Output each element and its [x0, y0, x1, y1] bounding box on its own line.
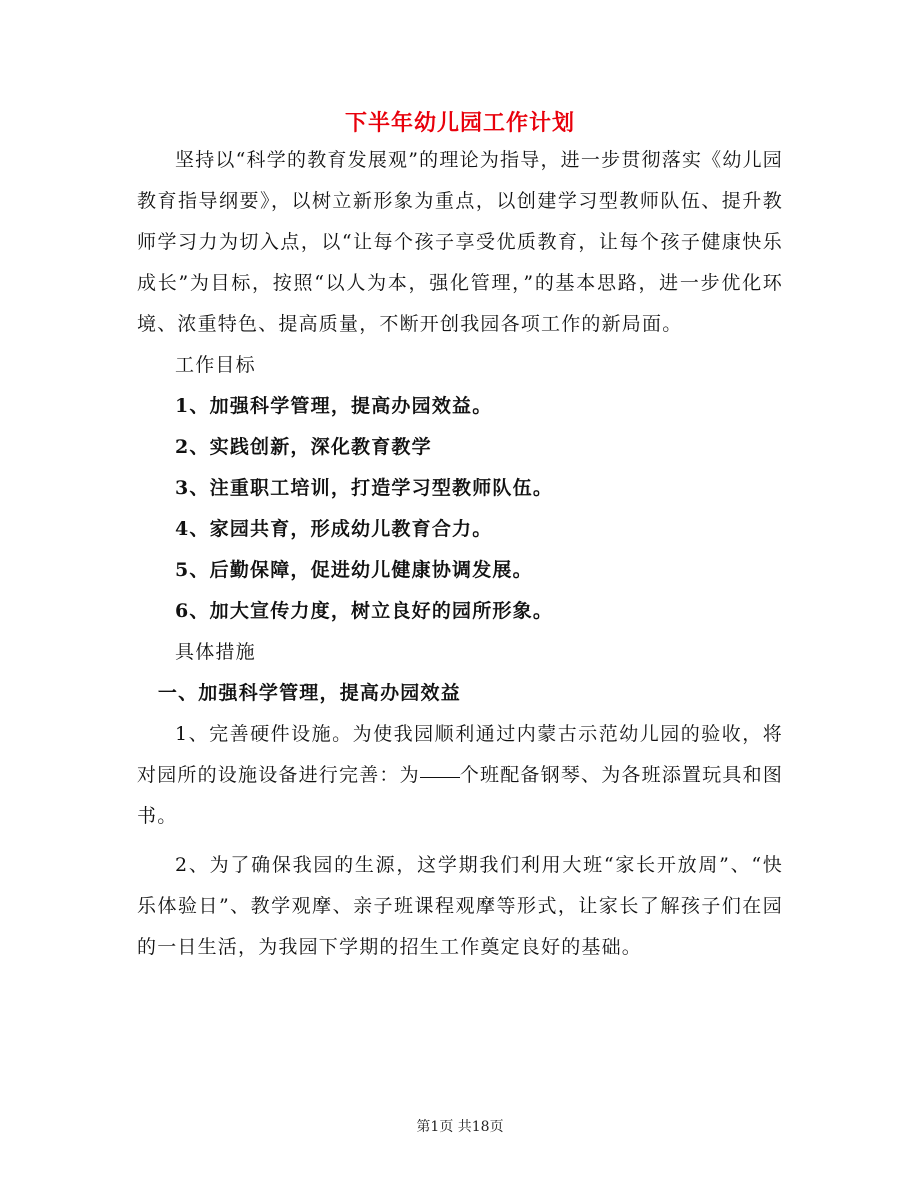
goal-item: 2、实践创新，深化教育教学	[175, 436, 432, 458]
goal-item: 5、后勤保障，促进幼儿健康协调发展。	[175, 559, 533, 581]
goal-item: 6、加大宣传力度，树立良好的园所形象。	[175, 600, 554, 622]
goal-item: 3、注重职工培训，打造学习型教师队伍。	[175, 477, 554, 499]
document-body	[137, 140, 783, 968]
section-heading: 一、加强科学管理，提高办园效益	[157, 682, 461, 704]
measure-item-1-text-b: 个班配备钢琴、为各班添置玩具和图书。	[137, 764, 784, 827]
measure-item-2: 2、为了确保我园的生源，这学期我们利用大班“家长开放周”、“快乐体验日”、教学观摩、亲子班课程观摩等形式，让家长了解孩子们在园的一日生活，为我园下学期的招生工作奠定良好的基础。	[137, 854, 783, 958]
document-title: 下半年幼儿园工作计划	[344, 110, 575, 136]
fill-in-blank	[420, 776, 460, 778]
goal-item: 4、家园共育，形成幼儿教育合力。	[175, 518, 493, 540]
goal-item: 1、加强科学管理，提高办园效益。	[175, 395, 493, 417]
goals-heading: 工作目标	[175, 354, 256, 376]
intro-paragraph: 坚持以“科学的教育发展观”的理论为指导，进一步贯彻落实《幼儿园教育指导纲要》，以树立新形象为重点，以创建学习型教师队伍、提升教师学习力为切入点，以“让每个孩子享受优质教育，让每个孩子健康快乐成长”为目标，按照“以人为本，强化管理，”的基本思路，进一步优化环境、浓重特色、提高质量，不断开创我园各项工作的新局面。	[137, 149, 783, 335]
page-number-footer: 第1页 共18页	[416, 1119, 504, 1135]
measures-heading: 具体措施	[175, 641, 256, 663]
measure-item-1-text-a: 1、完善硬件设施。为使我园顺利通过内蒙古示范幼儿园的验收，将对园所的设施设备进行完善：为	[137, 723, 783, 786]
measure-item-1	[137, 714, 783, 837]
